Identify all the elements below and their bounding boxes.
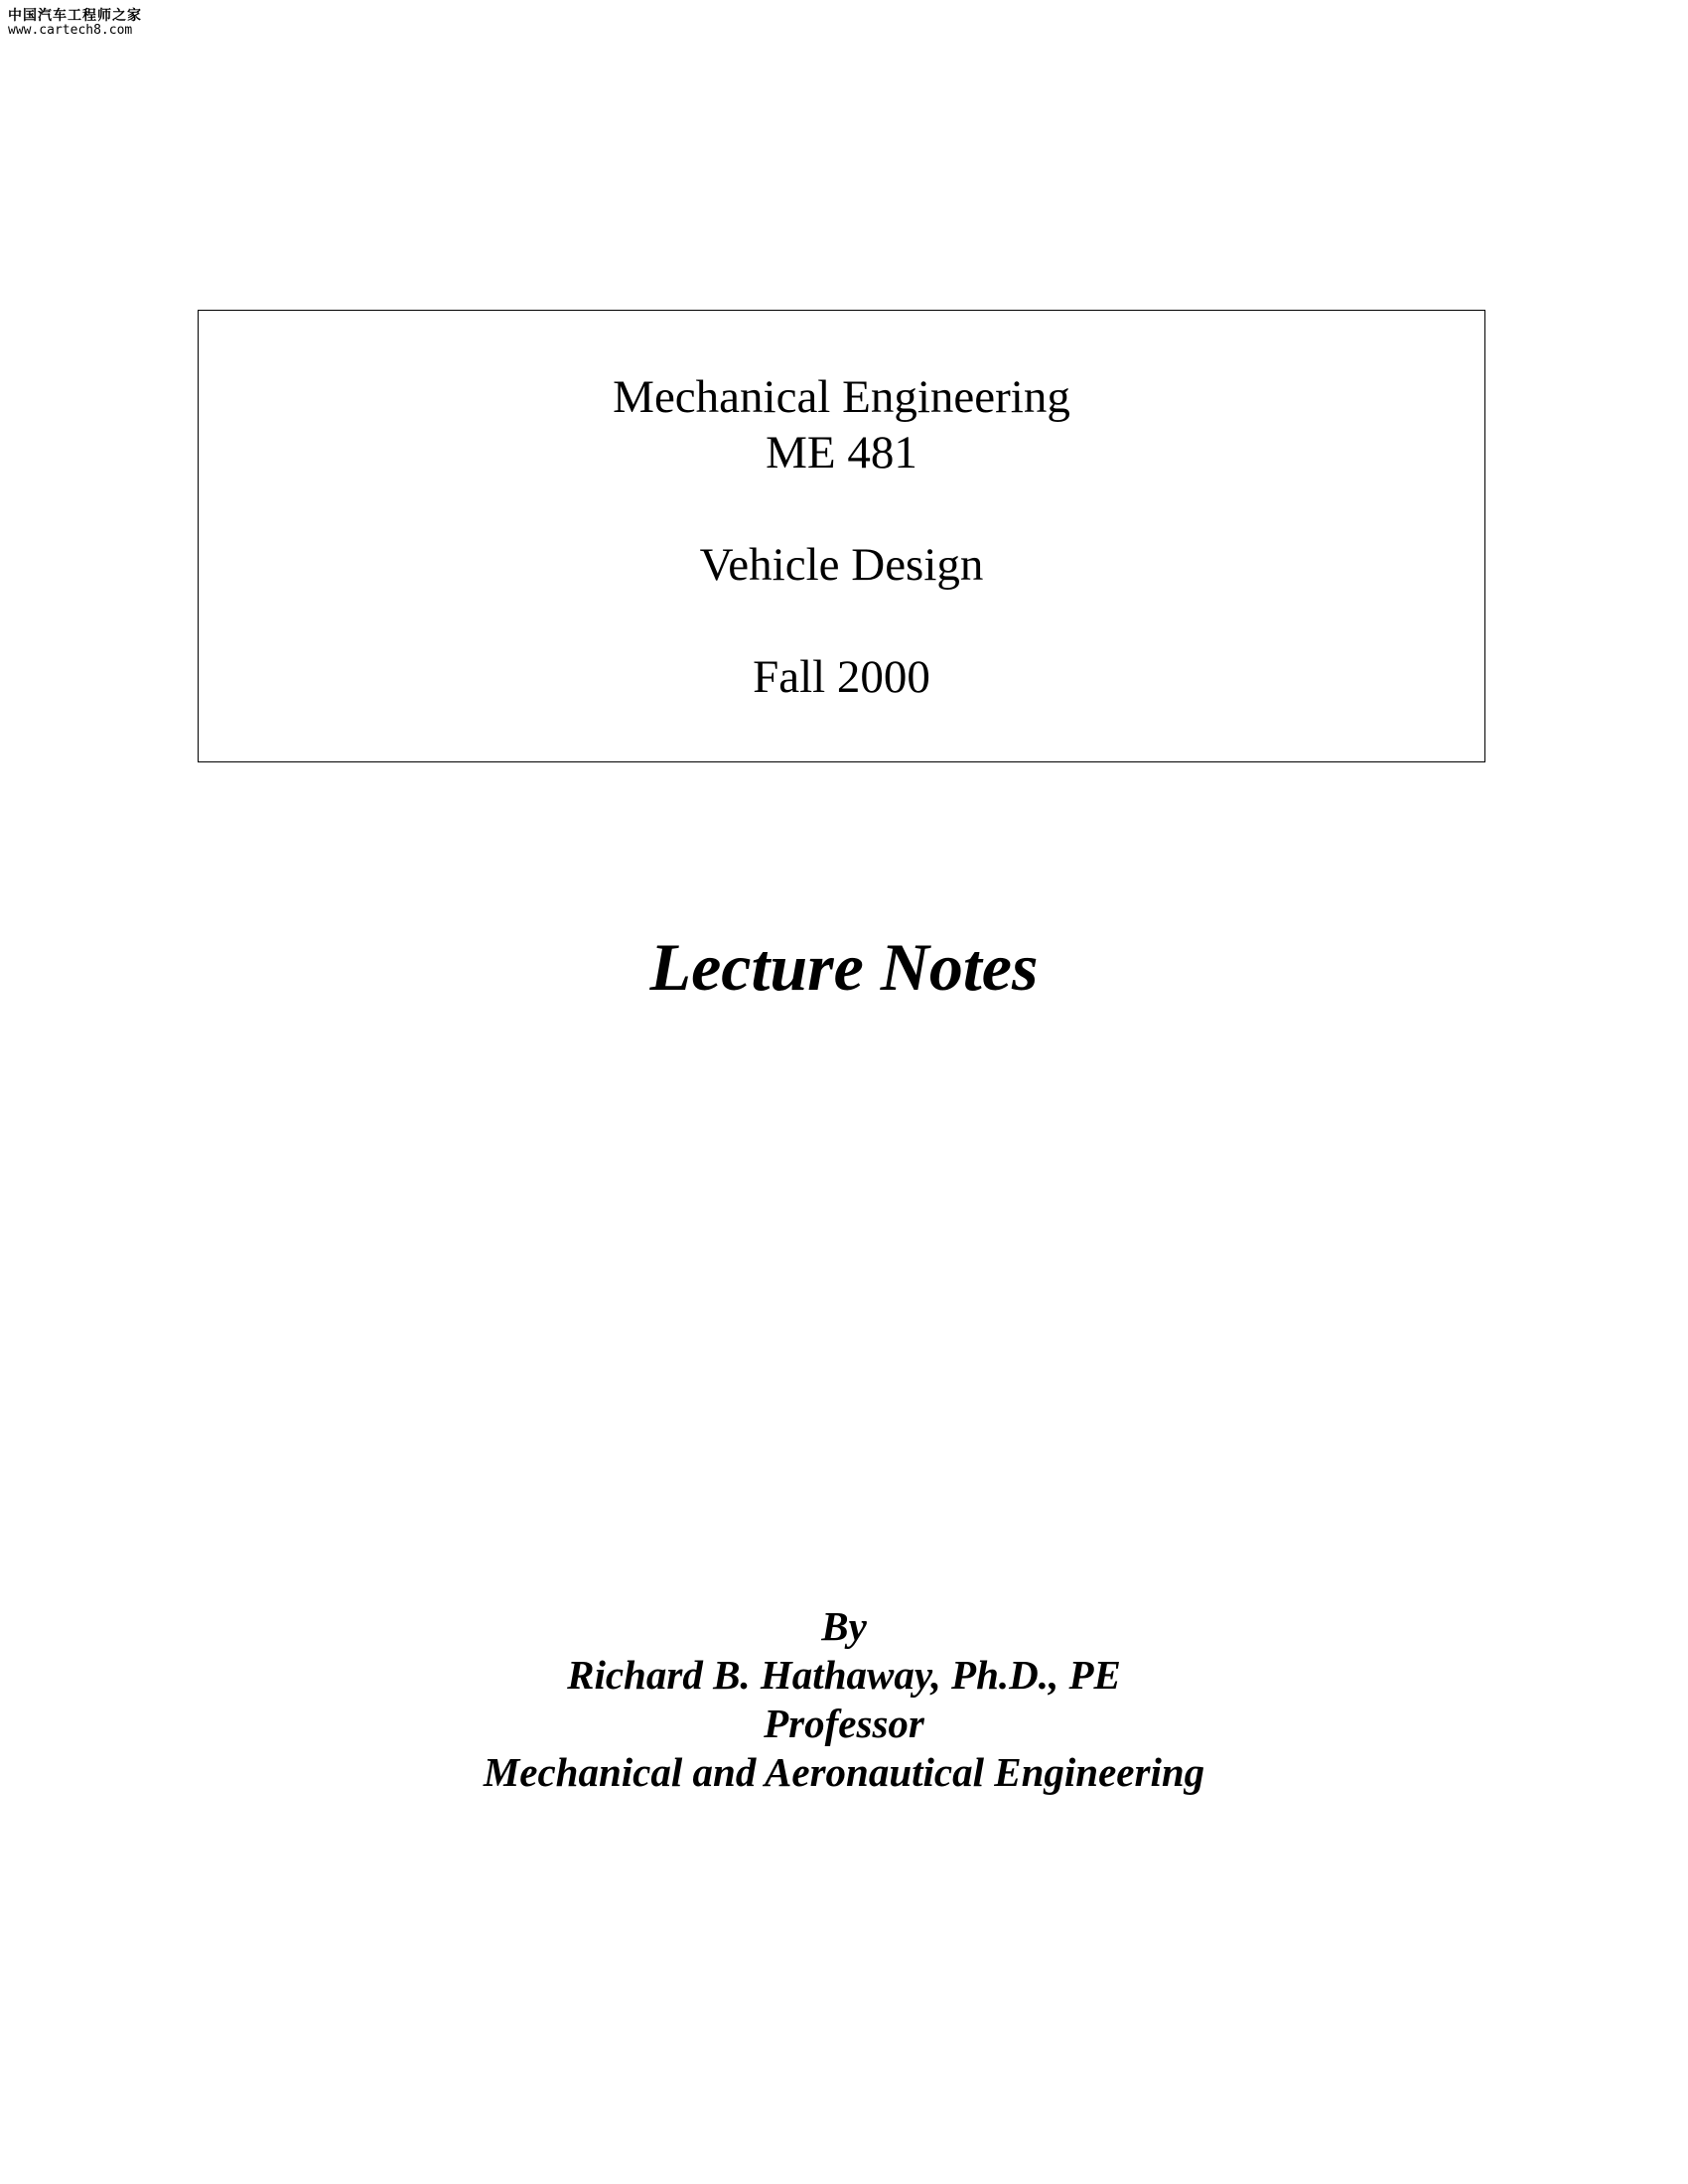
watermark-url: www.cartech8.com [8,23,133,39]
course-code: ME 481 [766,427,917,478]
term: Fall 2000 [753,651,930,703]
course-title: Vehicle Design [699,539,984,591]
author-block [0,1602,1688,1797]
title-box [198,310,1485,762]
watermark [8,8,142,39]
author-position: Professor [764,1701,924,1746]
document-type-title: Lecture Notes [649,929,1039,1005]
watermark-site-name: 中国汽车工程师之家 [8,8,142,24]
author-name: Richard B. Hathaway, Ph.D., PE [567,1652,1121,1698]
department-heading: Mechanical Engineering [613,371,1070,423]
author-by: By [821,1603,867,1649]
author-department: Mechanical and Aeronautical Engineering [483,1749,1205,1795]
